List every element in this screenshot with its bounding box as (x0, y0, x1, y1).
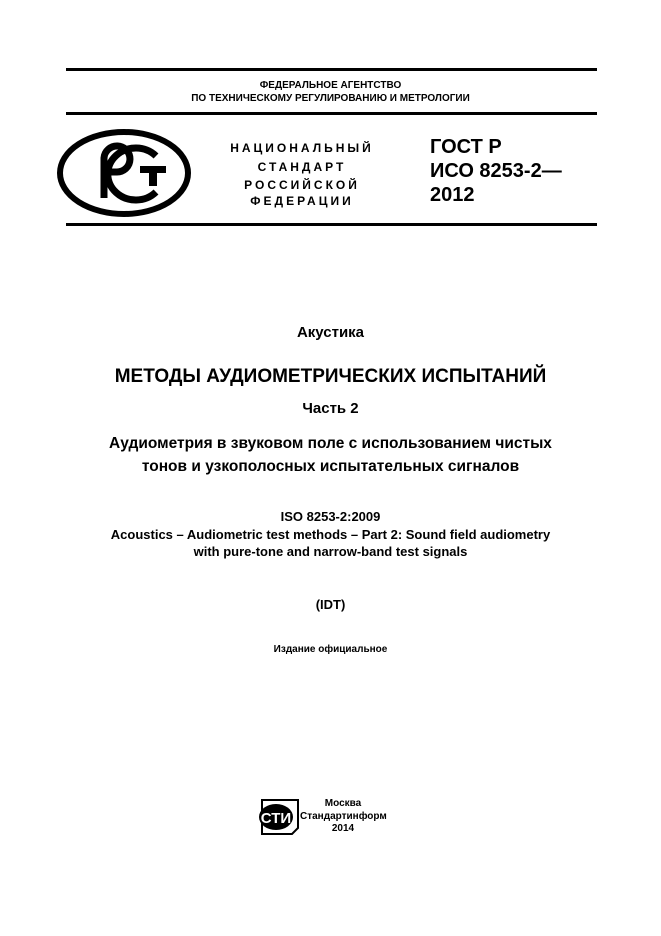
subtitle-line: тонов и узкополосных испытательных сигналов (141, 458, 520, 475)
standard-designation (430, 135, 562, 207)
agency-line1: ФЕДЕРАЛЬНОЕ АГЕНТСТВО (259, 80, 402, 91)
gost-logo-icon (56, 128, 193, 218)
publisher (300, 798, 386, 836)
standard-type-line: СТАНДАРТ (257, 160, 347, 174)
designation-line: ИСО 8253-2— (430, 160, 562, 182)
standard-type-line: ФЕДЕРАЦИИ (250, 194, 354, 208)
standartinform-logo-icon (254, 798, 300, 836)
iso-reference (0, 508, 661, 561)
publisher-city: Москва (324, 798, 362, 809)
identity-degree: (IDT) (315, 597, 346, 612)
standard-type-line: НАЦИОНАЛЬНЫЙ (230, 141, 374, 155)
subtitle (0, 432, 661, 478)
divider (66, 68, 597, 71)
edition-note: Издание официальное (273, 644, 388, 655)
standard-type (228, 139, 376, 208)
iso-title-line: with pure-tone and narrow-band test signals (193, 544, 468, 559)
iso-title-line: Acoustics – Audiometric test methods – Part 2: Sound field audiometry (110, 526, 551, 542)
standard-type-line: РОССИЙСКОЙ (244, 178, 360, 192)
iso-number: ISO 8253-2:2009 (280, 509, 381, 524)
publisher-year: 2014 (331, 823, 355, 834)
part-title: Часть 2 (302, 400, 359, 417)
agency-line2: ПО ТЕХНИЧЕСКОМУ РЕГУЛИРОВАНИЮ И МЕТРОЛОГИИ (191, 93, 470, 104)
divider (66, 223, 597, 226)
designation-line: ГОСТ Р (430, 136, 502, 158)
designation-line: 2012 (430, 184, 475, 206)
subtitle-line: Аудиометрия в звуковом поле с использованием чистых (109, 435, 552, 452)
field-title: Акустика (296, 324, 365, 341)
svg-text:СТИ: СТИ (260, 810, 292, 827)
divider (66, 112, 597, 115)
agency-name (0, 79, 661, 105)
publisher-name: Стандартинформ (300, 810, 387, 822)
main-title: МЕТОДЫ АУДИОМЕТРИЧЕСКИХ ИСПЫТАНИЙ (114, 366, 547, 387)
